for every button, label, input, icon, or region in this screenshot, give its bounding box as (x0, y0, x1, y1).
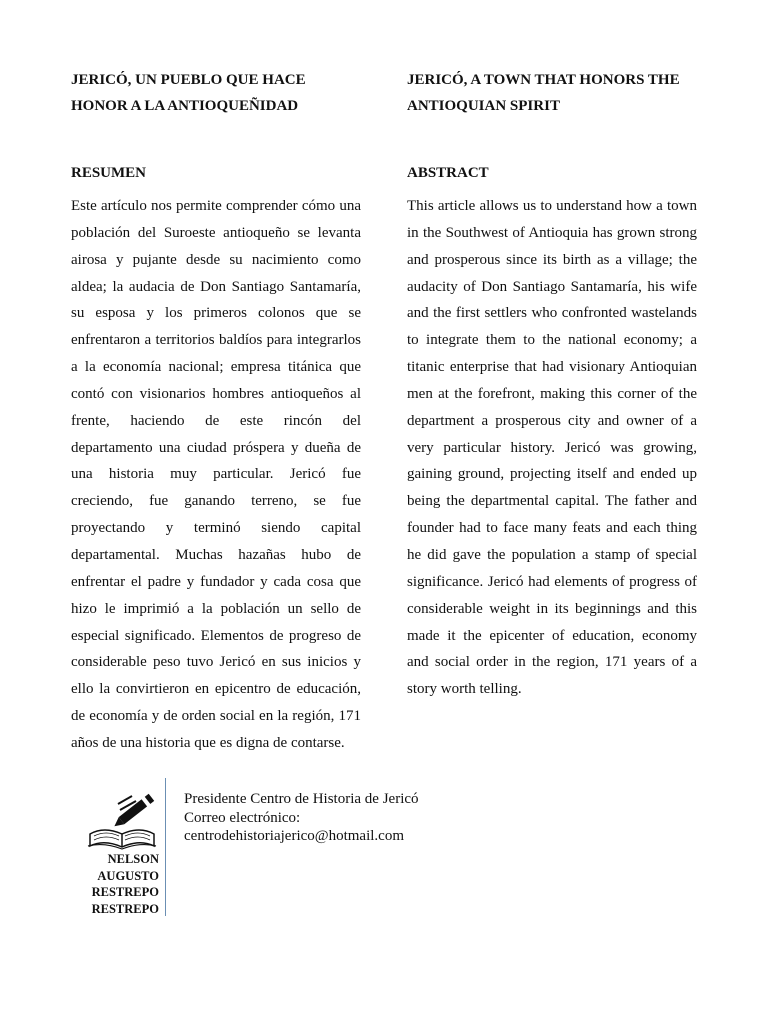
spanish-title-line-1: JERICÓ, UN PUEBLO QUE HACE (71, 72, 306, 88)
resumen-body: Este artículo nos permite comprender cómo una población del Suroeste antioqueño se levanta airosa y pujante desde su nacimiento como aldea; la audacia de Don Santiago Santamaría, su esposa y los primeros colonos que se enfrentaron a territorios baldíos para integrarlos a la economía nacional; empresa titánica que contó con visionarios hombres antioqueños al frente, haciendo de este rincón del departamento una ciudad próspera y dueña de una historia muy particular. Jericó fue creciendo, fue ganando terreno, se fue proyectando y terminó siendo capital departamental. Muchas hazañas hubo de enfrentar el padre y fundador y cada cosa que hizo le imprimió a la población un sello de especial significado. Elementos de progreso de considerable peso tuvo Jericó en sus inicios y ello la convirtieron en epicentro de educación, de economía y de orden social en la región, 171 años de una historia que es digna de contarse. (71, 198, 361, 751)
author-role: Presidente Centro de Historia de Jericó (184, 791, 419, 807)
author-divider (165, 778, 166, 916)
english-title-line-2: ANTIOQUIAN SPIRIT (407, 98, 560, 114)
author-name-line-2: AUGUSTO (97, 868, 159, 883)
resumen-heading: RESUMEN (71, 165, 147, 181)
author-name-line-3: RESTREPO (91, 885, 159, 899)
abstract-body: This article allows us to understand how a town in the Southwest of Antioquia has grown strong and prosperous since its birth as a village; the audacity of Don Santiago Santamaría, his wife and the first settlers who confronted wastelands to integrate them to the national economy; a titanic enterprise that had visionary Antioquian men at the forefront, making this corner of the department a prosperous city and owner of a very particular history. Jericó was growing, gaining ground, projecting itself and ended up being the departmental capital. The father and founder had to face many feats and each thing he did gave the population a stamp of special significance. Jericó had elements of progress of considerable weight in its beginnings and this made it the epicenter of education, economy and social order in the region, 171 years of a story worth telling. (407, 198, 697, 698)
book-and-pen-icon (84, 788, 162, 858)
author-email-link[interactable]: centrodehistoriajerico@hotmail.com (184, 828, 404, 844)
author-block (80, 778, 500, 918)
abstract-heading: ABSTRACT (407, 165, 489, 181)
spanish-title-line-2: HONOR A LA ANTIOQUEÑIDAD (71, 98, 299, 114)
english-title (407, 67, 697, 119)
author-name-line-4: RESTREPO (91, 901, 159, 916)
author-email-label: Correo electrónico: (184, 809, 301, 826)
spanish-title (71, 67, 361, 119)
author-name-line-1: NELSON (107, 852, 159, 866)
author-name (80, 851, 159, 917)
author-info (184, 790, 419, 846)
english-title-line-1: JERICÓ, A TOWN THAT HONORS THE (407, 72, 680, 88)
